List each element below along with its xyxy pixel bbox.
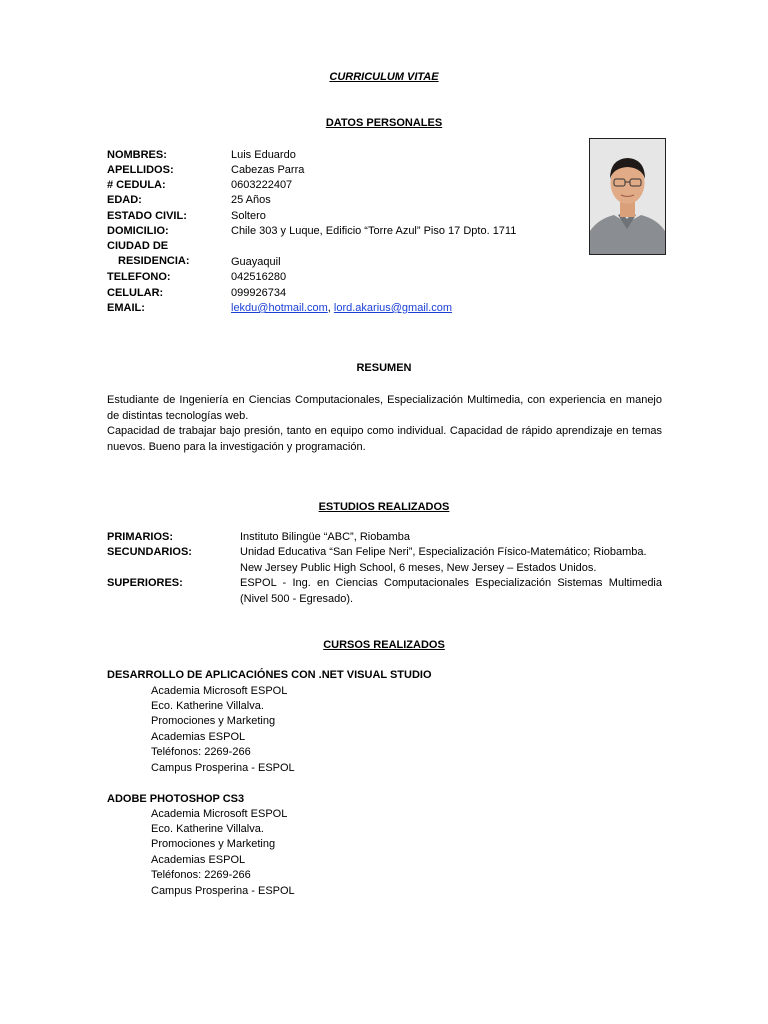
email-link-gmail[interactable]: lord.akarius@gmail.com <box>333 302 453 314</box>
resumen-paragraph-2: Capacidad de trabajar bajo presión, tanto en equipo como individual. Capacidad de rápido aprendizaje en temas nuevos. Bueno para la investigación y programación. <box>107 425 662 453</box>
curso-line: Campus Prosperina - ESPOL <box>151 885 295 897</box>
field-label-edad: EDAD: <box>107 194 142 206</box>
field-value-apellidos: Cabezas Parra <box>231 164 305 176</box>
curso-line: Promociones y Marketing <box>151 715 276 727</box>
curso-line: Eco. Katherine Villalva. <box>151 700 264 712</box>
superiores-value: ESPOL - Ing. en Ciencias Computacionales Especialización Sistemas Multimedia (Nivel 500 - Egresado). <box>240 577 662 605</box>
primarios-label: PRIMARIOS: <box>107 531 173 543</box>
secundarios-label: SECUNDARIOS: <box>107 546 192 558</box>
field-label-estado-civil: ESTADO CIVIL: <box>107 210 187 222</box>
field-value-estado-civil: Soltero <box>231 210 266 222</box>
curso-line: Teléfonos: 2269-266 <box>151 746 251 758</box>
curso-title: ADOBE PHOTOSHOP CS3 <box>107 793 245 805</box>
field-label-domicilio: DOMICILIO: <box>107 225 169 237</box>
primarios-value: Instituto Bilingüe “ABC”, Riobamba <box>240 531 410 543</box>
field-value-celular: 099926734 <box>231 287 287 299</box>
field-value-telefono: 042516280 <box>231 271 287 283</box>
field-label-email: EMAIL: <box>107 302 145 314</box>
field-label-cedula: # CEDULA: <box>107 179 166 191</box>
field-value-residencia: Guayaquil <box>231 256 281 268</box>
field-label-ciudad: CIUDAD DE <box>107 240 169 252</box>
curso-line: Academia Microsoft ESPOL <box>151 808 288 820</box>
curso-line: Teléfonos: 2269-266 <box>151 869 251 881</box>
field-value-cedula: 0603222407 <box>231 179 293 191</box>
curso-line: Academias ESPOL <box>151 854 246 866</box>
field-label-nombres: NOMBRES: <box>107 149 167 161</box>
email-link-hotmail[interactable]: lekdu@hotmail.com <box>231 302 328 314</box>
email-separator: , <box>327 302 334 314</box>
field-value-nombres: Luis Eduardo <box>231 149 296 161</box>
superiores-label: SUPERIORES: <box>107 577 183 589</box>
curso-line: Promociones y Marketing <box>151 838 276 850</box>
secundarios-value-1: Unidad Educativa “San Felipe Neri”, Especialización Físico-Matemático; Riobamba. <box>240 546 647 558</box>
profile-photo <box>589 138 666 255</box>
field-label-celular: CELULAR: <box>107 287 164 299</box>
personal-heading: DATOS PERSONALES <box>325 117 443 129</box>
field-label-residencia: RESIDENCIA: <box>118 255 190 267</box>
field-label-telefono: TELEFONO: <box>107 271 171 283</box>
curso-line: Campus Prosperina - ESPOL <box>151 762 295 774</box>
curso-title: DESARROLLO DE APLICACIÓNES CON .NET VISUAL STUDIO <box>107 669 432 681</box>
field-label-apellidos: APELLIDOS: <box>107 164 174 176</box>
portrait-image <box>590 139 665 254</box>
curso-line: Eco. Katherine Villalva. <box>151 823 264 835</box>
estudios-heading: ESTUDIOS REALIZADOS <box>318 501 450 513</box>
curso-line: Academias ESPOL <box>151 731 246 743</box>
cursos-heading: CURSOS REALIZADOS <box>323 639 445 651</box>
document-title: CURRICULUM VITAE <box>329 71 439 83</box>
curso-line: Academia Microsoft ESPOL <box>151 685 288 697</box>
field-value-email <box>231 301 452 316</box>
resumen-heading: RESUMEN <box>356 362 412 374</box>
secundarios-value-2: New Jersey Public High School, 6 meses, New Jersey – Estados Unidos. <box>240 562 597 574</box>
resumen-paragraph-1: Estudiante de Ingeniería en Ciencias Computacionales, Especialización Multimedia, con experiencia en manejo de distintas tecnologías web. <box>107 394 662 422</box>
field-value-edad: 25 Años <box>231 194 271 206</box>
field-value-domicilio: Chile 303 y Luque, Edificio “Torre Azul” Piso 17 Dpto. 1711 <box>231 225 517 237</box>
